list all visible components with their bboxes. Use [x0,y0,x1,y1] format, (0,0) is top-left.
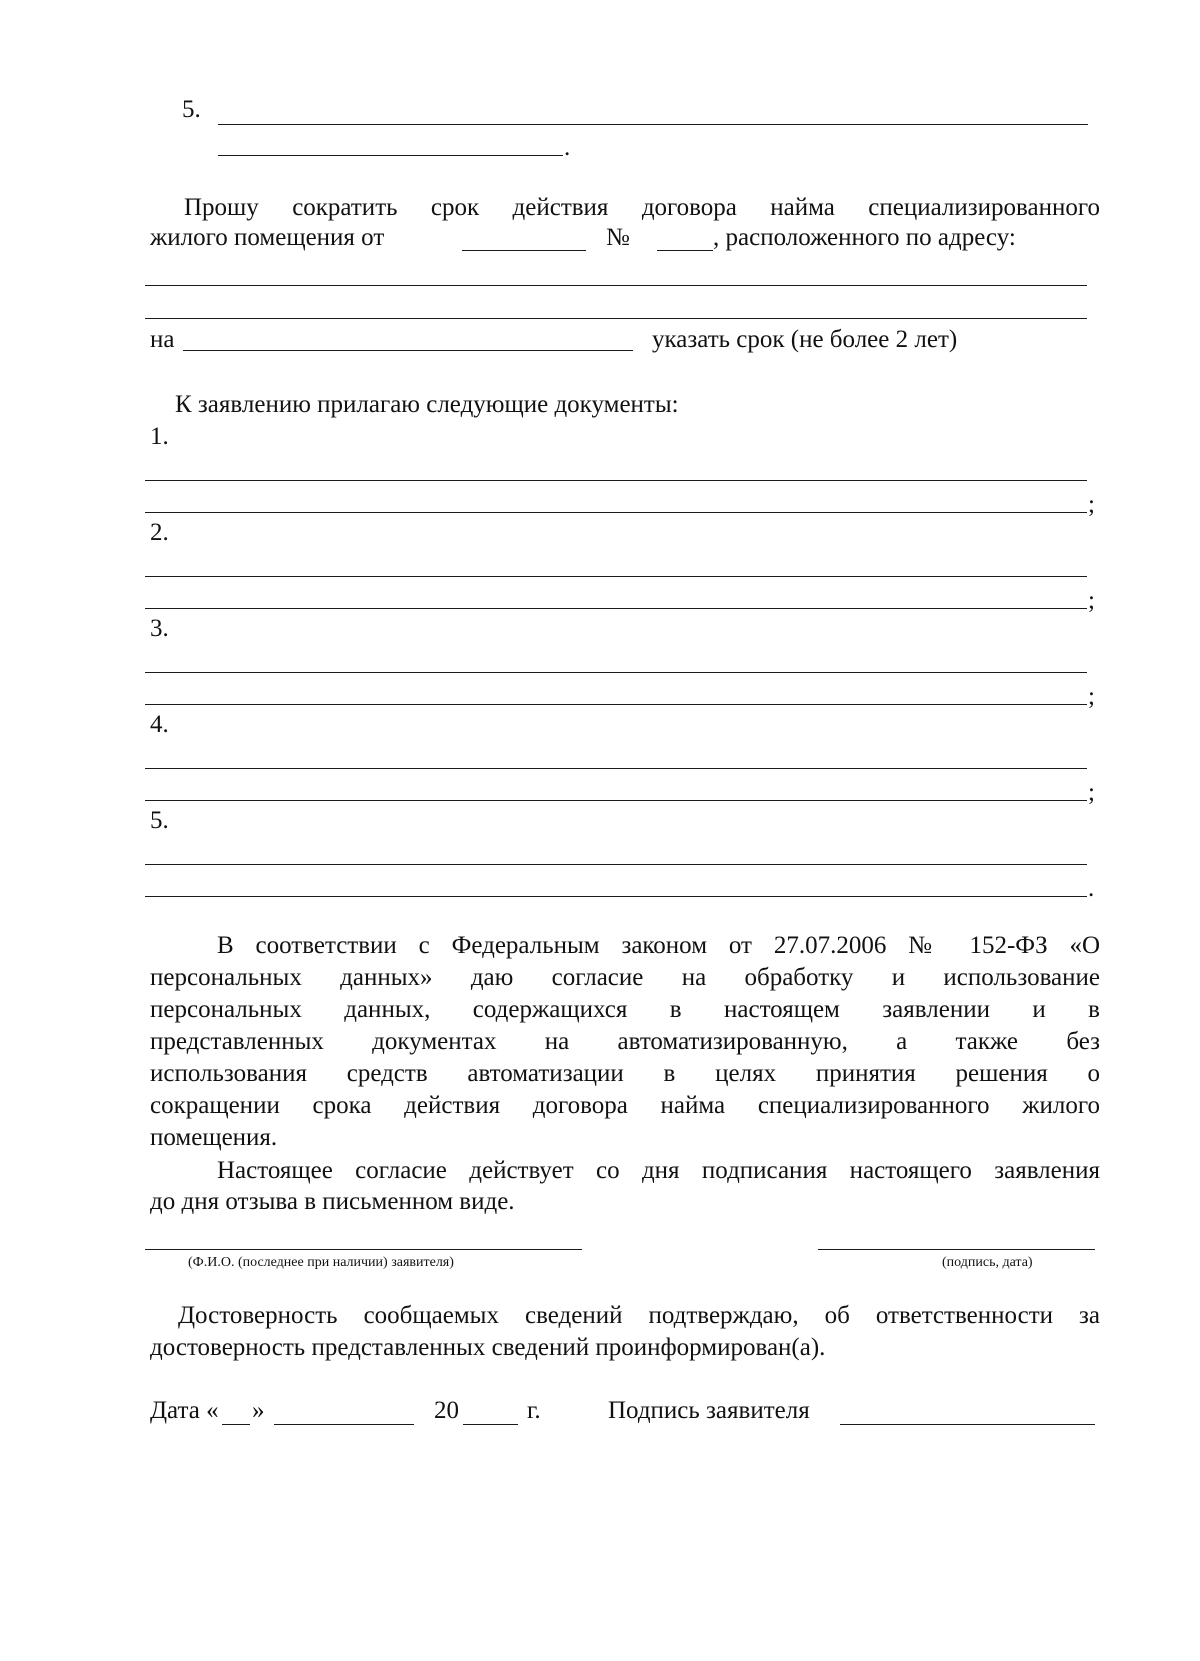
attachment-number-4: 4. [150,711,169,738]
fio-caption: (Ф.И.О. (последнее при наличии) заявителя) [188,1255,454,1270]
attachment-number-1: 1. [150,423,169,450]
date-year-field[interactable] [463,1424,518,1425]
attachment-4-line-2[interactable] [145,800,1087,801]
attachment-3-line-1[interactable] [145,672,1087,673]
term-hint: указать срок (не более 2 лет) [652,326,958,353]
consent-line-6: сокращении срока действия договора найма специализированного жилого [150,1092,1100,1119]
year-suffix: г. [527,1397,541,1424]
request-line2-part-b: , расположенного по адресу: [713,224,1016,251]
number-sign: № [606,224,630,251]
consent-line-5: использования средств автоматизации в целях принятия решения о [150,1060,1100,1087]
term-prefix: на [150,326,175,353]
top-item-period: . [564,134,571,161]
consent-line-1: В соответствии с Федеральным законом от 27.07.2006 № 152-ФЗ «О [217,932,1100,959]
attachment-1-line-2[interactable] [145,512,1087,513]
address-line-1[interactable] [145,285,1087,286]
attachment-1-semicolon: ; [1088,491,1095,518]
validity-line-1: Настоящее согласие действует со дня подписания настоящего заявления [217,1157,1100,1184]
signature-label: Подпись заявителя [608,1397,810,1424]
request-line-1: Прошу сократить срок действия договора найма специализированного [184,194,1100,221]
date-label: Дата « [150,1397,219,1424]
attachment-5-line-1[interactable] [145,864,1087,865]
request-line2-part-a: жилого помещения от [150,224,385,251]
attachment-2-line-2[interactable] [145,608,1087,609]
attachment-2-line-1[interactable] [145,576,1087,577]
confirmation-line-1: Достоверность сообщаемых сведений подтверждаю, об ответственности за [178,1302,1100,1329]
attachment-1-line-1[interactable] [145,480,1087,481]
date-close-quote: » [252,1397,265,1424]
attachment-3-line-2[interactable] [145,704,1087,705]
signature-date-field[interactable] [818,1249,1095,1250]
applicant-signature-field[interactable] [840,1424,1095,1425]
top-item-number: 5. [182,96,201,123]
validity-line-2: до дня отзыва в письменном виде. [150,1188,515,1215]
attachment-number-3: 3. [150,615,169,642]
attachment-5-line-2[interactable] [145,896,1087,897]
date-month-field[interactable] [274,1424,414,1425]
contract-date-field[interactable] [462,250,586,251]
attachment-5-period: . [1088,875,1095,902]
top-item-line-1[interactable] [218,124,1088,125]
attachments-heading: К заявлению прилагаю следующие документы: [175,391,679,418]
consent-line-2: персональных данных» даю согласие на обработку и использование [150,964,1100,991]
attachment-4-semicolon: ; [1088,779,1095,806]
consent-line-3: персональных данных, содержащихся в настоящем заявлении и в [150,996,1100,1023]
consent-line-4: представленных документах на автоматизированную, а также без [150,1028,1100,1055]
consent-line-7: помещения. [150,1124,278,1151]
attachment-4-line-1[interactable] [145,768,1087,769]
term-field[interactable] [183,350,633,351]
attachment-number-2: 2. [150,519,169,546]
attachment-2-semicolon: ; [1088,587,1095,614]
attachment-number-5: 5. [150,807,169,834]
year-prefix: 20 [434,1397,459,1424]
confirmation-line-2: достоверность представленных сведений проинформирован(а). [150,1334,826,1361]
contract-number-field[interactable] [657,250,713,251]
fio-field[interactable] [145,1249,582,1250]
date-day-field[interactable] [222,1424,250,1425]
top-item-line-2[interactable] [218,155,563,156]
signature-caption: (подпись, дата) [942,1255,1033,1270]
address-line-2[interactable] [145,318,1087,319]
attachment-3-semicolon: ; [1088,683,1095,710]
